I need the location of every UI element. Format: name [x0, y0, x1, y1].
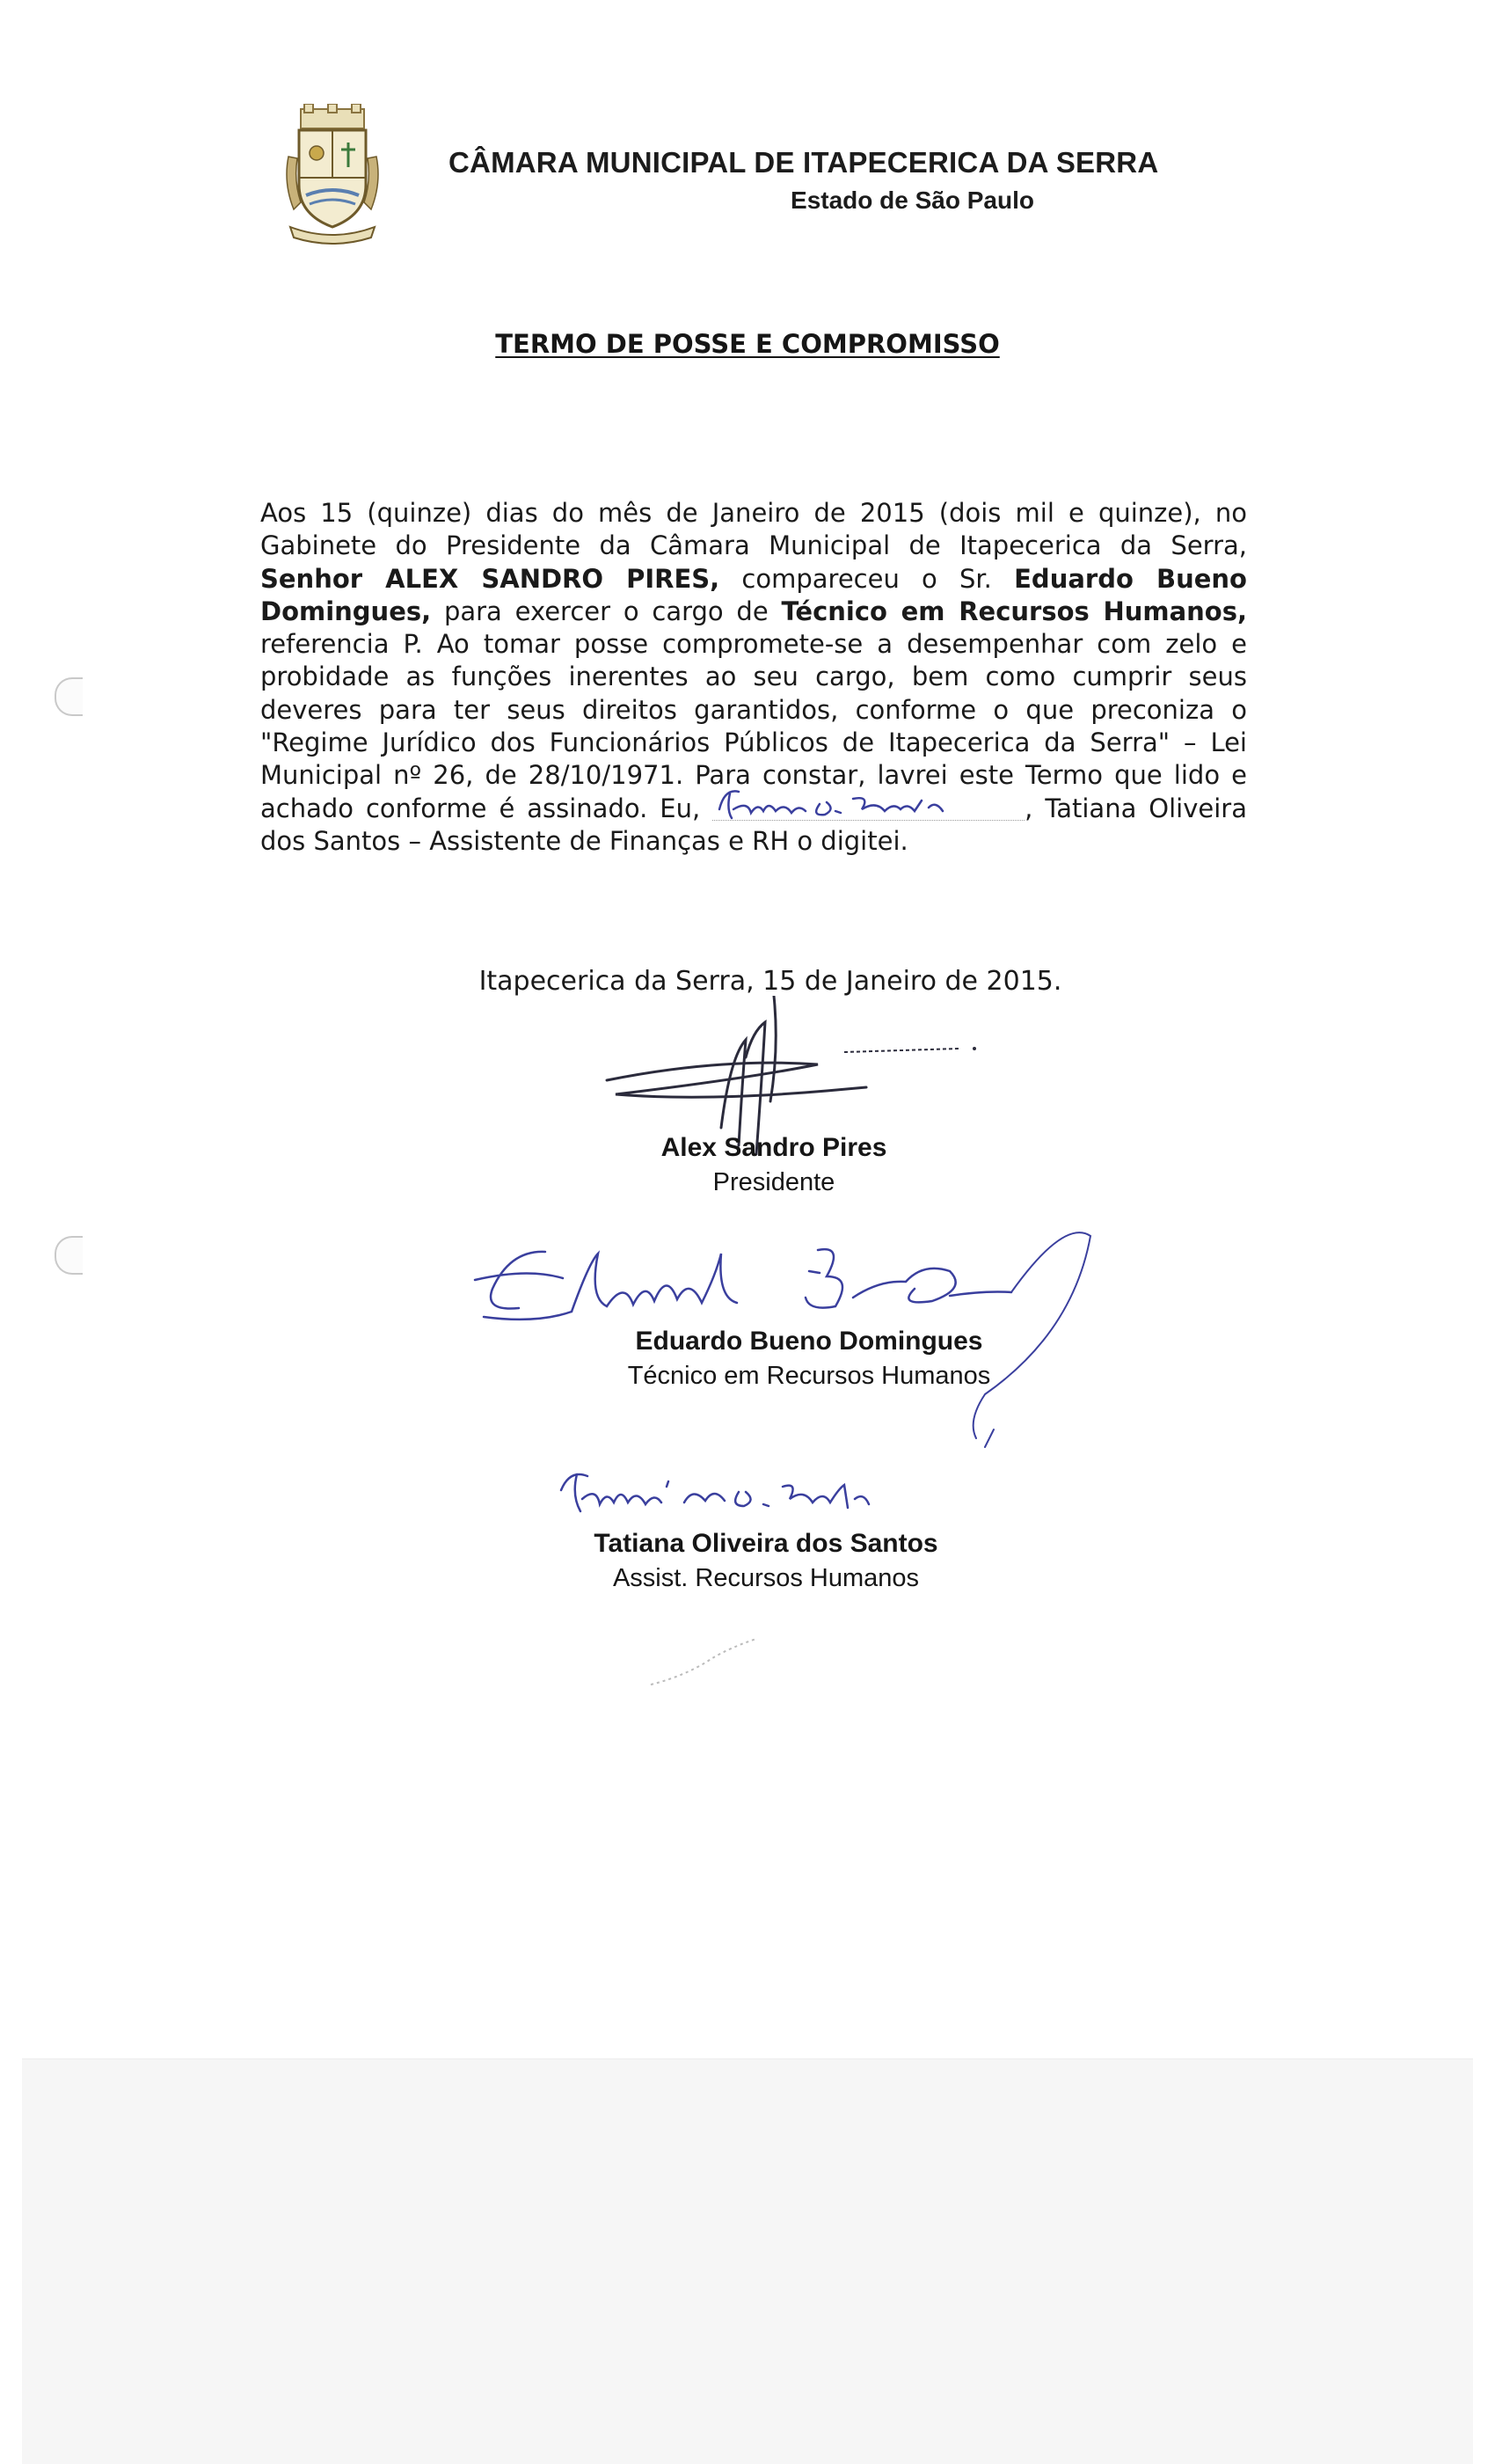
faint-mark	[642, 1632, 765, 1693]
punch-hole	[55, 1236, 83, 1275]
signature-tatiana-oliveira-dos-santos	[552, 1460, 895, 1531]
inline-signature	[712, 793, 1025, 821]
signatory-role: Técnico em Recursos Humanos	[627, 1362, 991, 1390]
paragraph-text: compareceu o Sr.	[719, 563, 1015, 594]
signatory-name: Tatiana Oliveira dos Santos	[594, 1529, 938, 1558]
state-name: Estado de São Paulo	[791, 186, 1034, 214]
paragraph-text: referencia P. Ao tomar posse compromete-se a desempenhar com zelo e probidade as funções inerentes ao seu cargo, bem como cumprir seus deveres para ter seus direitos garantidos, conforme o que preconiza o "Regime Jurídico dos Funcionários Públicos de Itapecerica da Serra" – Lei Municipal nº 26, de 28/10/1971. Para constar, lavrei este Termo que lido e achado conforme é assinado. Eu,	[260, 629, 1247, 823]
signatory-role: Assist. Recursos Humanos	[612, 1564, 920, 1592]
paragraph-bold-text: Senhor ALEX SANDRO PIRES,	[260, 563, 720, 594]
signatory-role: Presidente	[712, 1168, 835, 1196]
signatory-name: Alex Sandro Pires	[660, 1133, 887, 1162]
institution-name: CÂMARA MUNICIPAL DE ITAPECERICA DA SERRA	[448, 146, 1159, 179]
paragraph-text: para exercer o cargo de	[431, 596, 782, 626]
paragraph-bold-text: Técnico em Recursos Humanos,	[781, 596, 1247, 626]
place-and-date: Itapecerica da Serra, 15 de Janeiro de 2015.	[478, 966, 1062, 997]
signatory-name: Eduardo Bueno Domingues	[635, 1327, 983, 1356]
paragraph-text: , Tatiana Oliveira dos Santos – Assistente de Finanças e RH o digitei.	[260, 793, 1247, 856]
paragraph-bold-text: Eduardo Bueno Domingues,	[260, 563, 1247, 626]
document-title: TERMO DE POSSE E COMPROMISSO	[495, 329, 1000, 359]
punch-hole	[55, 677, 83, 716]
municipal-coat-of-arms-icon	[283, 104, 382, 245]
scan-background	[22, 2058, 1473, 2464]
paragraph-text: Aos 15 (quinze) dias do mês de Janeiro de 2015 (dois mil e quinze), no Gabinete do Presidente da Câmara Municipal de Itapecerica da Serra,	[260, 498, 1247, 561]
term-paragraph	[260, 497, 1247, 858]
